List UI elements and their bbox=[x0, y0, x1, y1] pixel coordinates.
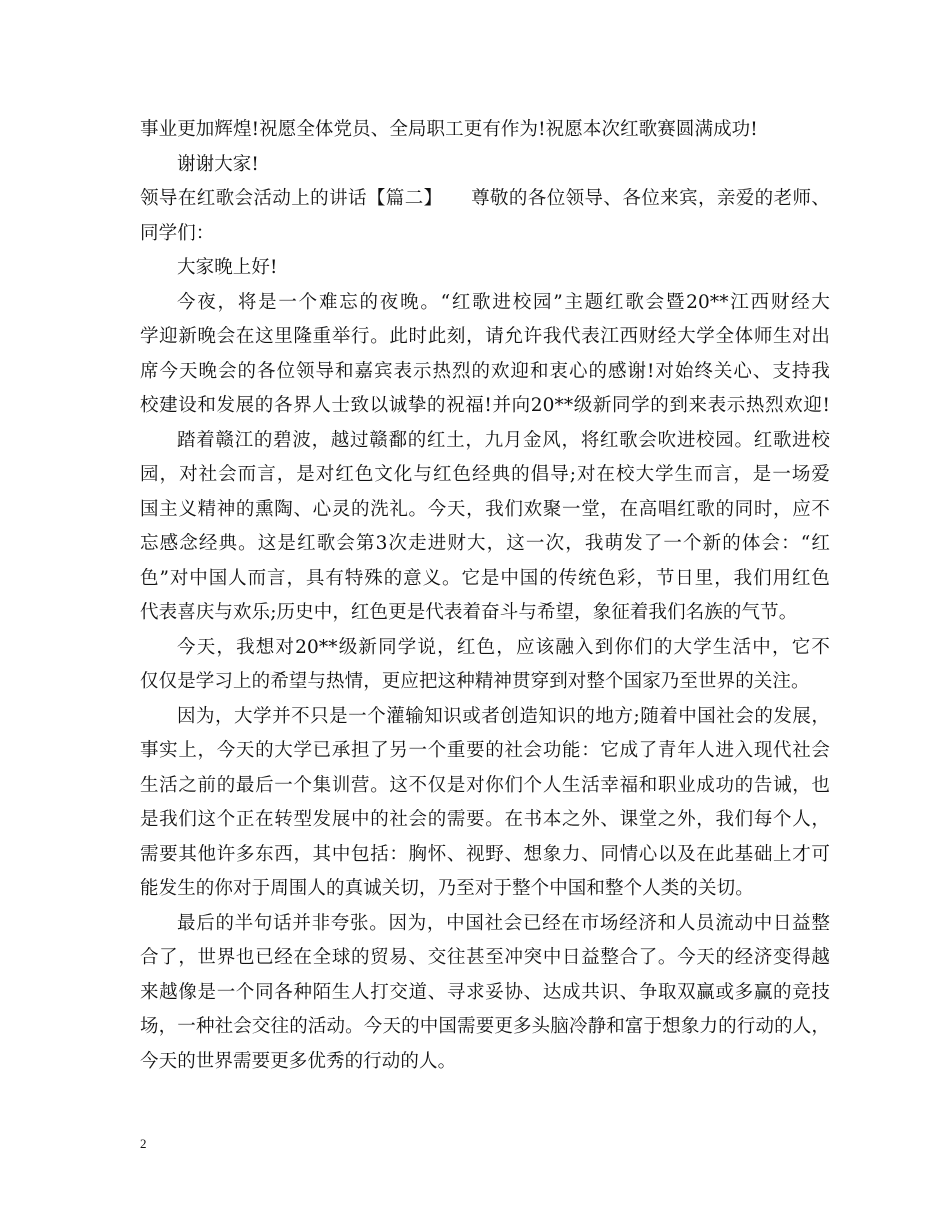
text-line: 谢谢大家! bbox=[177, 153, 259, 175]
text-line: 大家晚上好! bbox=[177, 257, 278, 278]
text-line: 仅仅是学习上的希望与热情，更应把这种精神贯穿到对整个国家乃至世界的关注。 bbox=[140, 671, 810, 692]
document-body bbox=[140, 113, 830, 1079]
text-line: 席今天晚会的各位领导和嘉宾表示热烈的欢迎和衷心的感谢!对始终关心、支持我 bbox=[140, 360, 830, 382]
text-line: 校建设和发展的各界人士致以诚挚的祝福!并向20**级新同学的到来表示热烈欢迎! bbox=[140, 395, 830, 416]
text-line: 合了，世界也已经在全球的贸易、交往甚至冲突中日益整合了。今天的经济变得越 bbox=[140, 947, 830, 968]
text-line: 最后的半句话并非夸张。因为，中国社会已经在市场经济和人员流动中日益整 bbox=[177, 912, 830, 934]
text-line: 需要其他许多东西，其中包括：胸怀、视野、想象力、同情心以及在此基础上才可 bbox=[140, 843, 830, 865]
text-line: 代表喜庆与欢乐;历史中，红色更是代表着奋斗与希望，象征着我们名族的气节。 bbox=[140, 602, 798, 623]
text-line: 今天，我想对20**级新同学说，红色，应该融入到你们的大学生活中，它不 bbox=[177, 636, 830, 658]
text-line: 事实上，今天的大学已承担了另一个重要的社会功能：它成了青年人进入现代社会 bbox=[140, 740, 830, 761]
text-line: 能发生的你对于周围人的真诚关切，乃至对于整个中国和整个人类的关切。 bbox=[140, 878, 754, 899]
text-line: 来越像是一个同各种陌生人打交道、寻求妥协、达成共识、争取双赢或多赢的竞技 bbox=[140, 981, 830, 1003]
text-line: 生活之前的最后一个集训营。这不仅是对你们个人生活幸福和职业成功的告诫，也 bbox=[140, 774, 830, 796]
page-number: 2 bbox=[140, 1136, 147, 1151]
text-line: 忘感念经典。这是红歌会第3次走进财大，这一次，我萌发了一个新的体会：“红 bbox=[140, 533, 830, 554]
text-line: 事业更加辉煌!祝愿全体党员、全局职工更有作为!祝愿本次红歌赛圆满成功! bbox=[140, 119, 758, 140]
text-line: 场，一种社会交往的活动。今天的中国需要更多头脑冷静和富于想象力的行动的人， bbox=[140, 1016, 830, 1037]
text-line: 园，对社会而言，是对红色文化与红色经典的倡导;对在校大学生而言，是一场爱 bbox=[140, 464, 830, 485]
text-line: 领导在红歌会活动上的讲话【篇二】 尊敬的各位领导、各位来宾，亲爱的老师、 bbox=[140, 188, 830, 209]
text-line: 踏着赣江的碧波，越过赣鄱的红土，九月金风，将红歌会吹进校园。红歌进校 bbox=[177, 429, 830, 451]
text-line: 国主义精神的熏陶、心灵的洗礼。今天，我们欢聚一堂，在高唱红歌的同时，应不 bbox=[140, 498, 830, 520]
text-line: 因为，大学并不只是一个灌输知识或者创造知识的地方;随着中国社会的发展， bbox=[177, 705, 830, 727]
text-line: 今夜，将是一个难忘的夜晚。“红歌进校园”主题红歌会暨20**江西财经大 bbox=[177, 291, 830, 313]
text-line: 同学们： bbox=[140, 222, 215, 244]
text-line: 色”对中国人而言，具有特殊的意义。它是中国的传统色彩，节日里，我们用红色 bbox=[140, 567, 830, 589]
text-line: 学迎新晚会在这里隆重举行。此时此刻，请允许我代表江西财经大学全体师生对出 bbox=[140, 326, 830, 347]
text-line: 是我们这个正在转型发展中的社会的需要。在书本之外、课堂之外，我们每个人， bbox=[140, 809, 830, 830]
text-line: 今天的世界需要更多优秀的行动的人。 bbox=[140, 1050, 457, 1072]
